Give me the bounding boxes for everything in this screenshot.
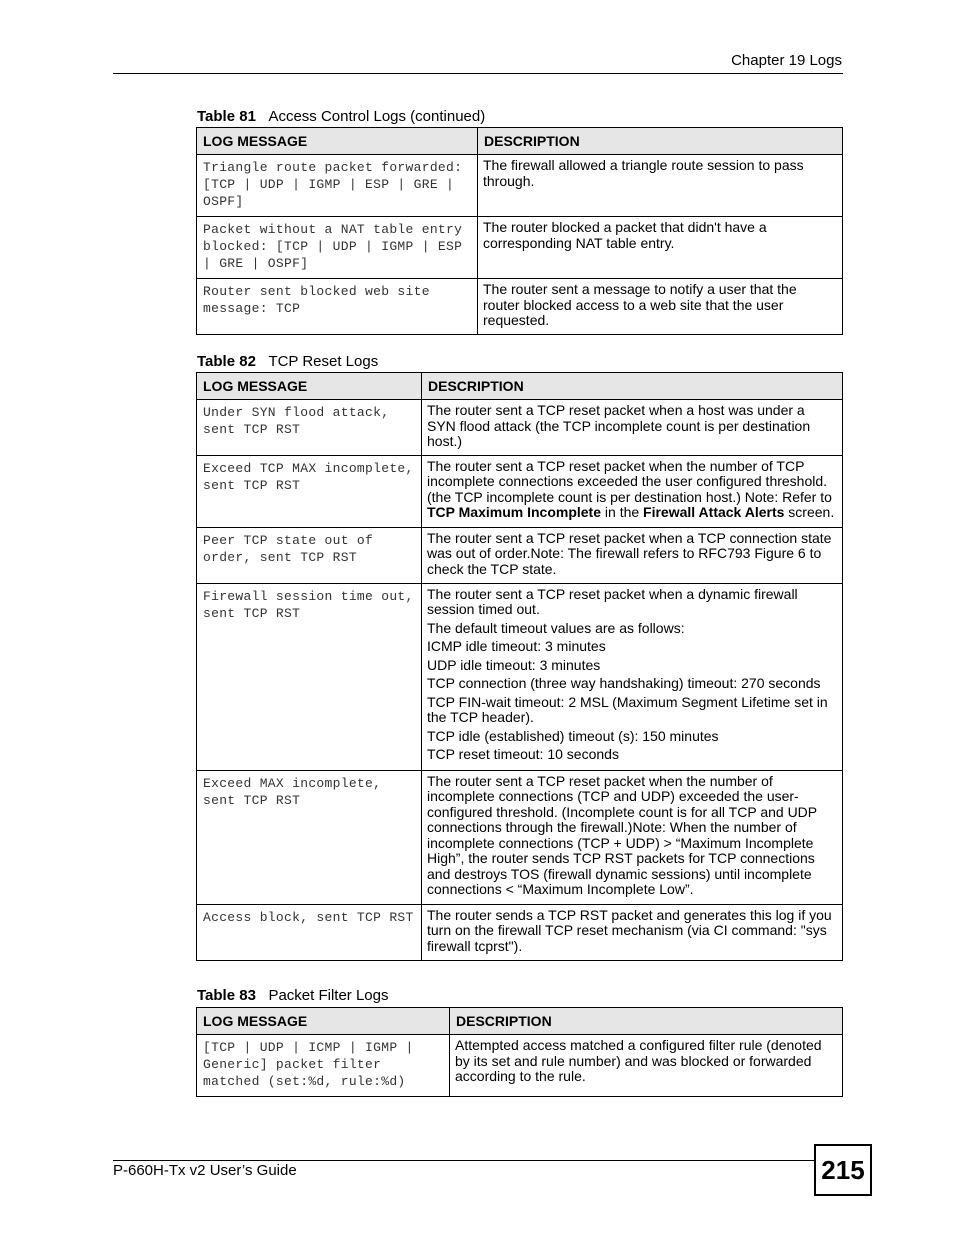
column-header-description: DESCRIPTION xyxy=(422,373,843,400)
log-message-cell: Exceed TCP MAX incomplete, sent TCP RST xyxy=(197,455,422,527)
table-row xyxy=(197,904,843,960)
table-row xyxy=(197,400,843,456)
table-82 xyxy=(196,372,843,961)
table-header-row xyxy=(197,128,843,155)
description-text: screen. xyxy=(784,504,835,520)
column-header-description: DESCRIPTION xyxy=(450,1008,843,1035)
table-row xyxy=(197,770,843,904)
description-text: in the xyxy=(601,504,644,520)
chapter-title: Chapter 19 Logs xyxy=(731,52,842,69)
log-message-cell: Router sent blocked web site message: TCP xyxy=(197,279,478,335)
footer-rule xyxy=(113,1160,816,1161)
description-line: UDP idle timeout: 3 minutes xyxy=(427,656,601,673)
table-81 xyxy=(196,127,843,335)
description-cell: The router sent a TCP reset packet when a host was under a SYN flood attack (the TCP incomplete count is per destination host.) xyxy=(422,400,843,456)
log-message-cell: Packet without a NAT table entry blocked: [TCP | UDP | IGMP | ESP | GRE | OSPF] xyxy=(197,217,478,279)
table-header-row xyxy=(197,373,843,400)
table-row xyxy=(197,155,843,217)
description-line: TCP FIN-wait timeout: 2 MSL (Maximum Segment Lifetime set in the TCP header). xyxy=(427,693,828,725)
description-cell: Attempted access matched a configured filter rule (denoted by its set and rule number) and was blocked or forwarded according to the rule. xyxy=(450,1035,843,1097)
column-header-log-message: LOG MESSAGE xyxy=(197,373,422,400)
log-message-cell: Access block, sent TCP RST xyxy=(197,904,422,960)
description-line: TCP idle (established) timeout (s): 150 minutes xyxy=(427,727,719,744)
table-81-label: Table 81 xyxy=(197,108,256,125)
log-message-cell: Peer TCP state out of order, sent TCP RST xyxy=(197,527,422,583)
table-row xyxy=(197,1035,843,1097)
table-row xyxy=(197,583,843,770)
table-82-caption xyxy=(197,353,378,370)
table-83-label: Table 83 xyxy=(197,987,256,1004)
description-cell: The router blocked a packet that didn't have a corresponding NAT table entry. xyxy=(478,217,843,279)
guide-title: P-660H-Tx v2 User’s Guide xyxy=(113,1162,297,1179)
description-line: The default timeout values are as follows: xyxy=(427,619,685,636)
description-cell: The router sent a TCP reset packet when the number of incomplete connections (TCP and UDP) exceeded the user-configured threshold. (Incomplete count is for all TCP and UDP connections through the firewall.)Note: When the number of incomplete connections (TCP + UDP) > “Maximum Incomplete High”, the router sends TCP RST packets for TCP connections and destroys TOS (firewall dynamic sessions) until incomplete connections < “Maximum Incomplete Low”. xyxy=(422,770,843,904)
table-81-caption xyxy=(197,108,485,125)
description-text: The router sent a TCP reset packet when the number of TCP incomplete connections exceeded the user configured threshold. (the TCP incomplete count is per destination host.) Note: Refer to xyxy=(427,457,832,505)
table-header-row xyxy=(197,1008,843,1035)
table-row xyxy=(197,217,843,279)
column-header-log-message: LOG MESSAGE xyxy=(197,128,478,155)
description-cell xyxy=(422,455,843,527)
table-82-title: TCP Reset Logs xyxy=(268,353,379,370)
description-cell: The router sent a message to notify a user that the router blocked access to a web site that the user requested. xyxy=(478,279,843,335)
table-83-caption xyxy=(197,987,389,1004)
log-message-cell: Triangle route packet forwarded: [TCP | UDP | IGMP | ESP | GRE | OSPF] xyxy=(197,155,478,217)
description-line: The router sent a TCP reset packet when a dynamic firewall session timed out. xyxy=(427,585,798,617)
description-line: TCP reset timeout: 10 seconds xyxy=(427,746,619,762)
page-number: 215 xyxy=(814,1144,872,1196)
screen-name: Firewall Attack Alerts xyxy=(643,504,785,520)
log-message-cell: Firewall session time out, sent TCP RST xyxy=(197,583,422,770)
description-line: ICMP idle timeout: 3 minutes xyxy=(427,638,606,654)
table-81-title: Access Control Logs (continued) xyxy=(268,108,486,125)
table-83 xyxy=(196,1007,843,1097)
table-83-title: Packet Filter Logs xyxy=(268,987,389,1004)
table-row xyxy=(197,279,843,335)
column-header-log-message: LOG MESSAGE xyxy=(197,1008,450,1035)
description-cell: The router sent a TCP reset packet when a TCP connection state was out of order.Note: The firewall refers to RFC793 Figure 6 to check the TCP state. xyxy=(422,527,843,583)
log-message-cell: Under SYN flood attack, sent TCP RST xyxy=(197,400,422,456)
column-header-description: DESCRIPTION xyxy=(478,128,843,155)
description-cell: The firewall allowed a triangle route session to pass through. xyxy=(478,155,843,217)
description-cell xyxy=(422,583,843,770)
table-row xyxy=(197,455,843,527)
description-cell: The router sends a TCP RST packet and generates this log if you turn on the firewall TCP reset mechanism (via CI command: "sys firewall tcprst"). xyxy=(422,904,843,960)
description-line: TCP connection (three way handshaking) timeout: 270 seconds xyxy=(427,675,821,691)
header-rule xyxy=(113,73,843,74)
table-82-label: Table 82 xyxy=(197,353,256,370)
table-row xyxy=(197,527,843,583)
setting-name: TCP Maximum Incomplete xyxy=(427,504,602,520)
log-message-cell: Exceed MAX incomplete, sent TCP RST xyxy=(197,770,422,904)
log-message-cell: [TCP | UDP | ICMP | IGMP | Generic] packet filter matched (set:%d, rule:%d) xyxy=(197,1035,450,1097)
